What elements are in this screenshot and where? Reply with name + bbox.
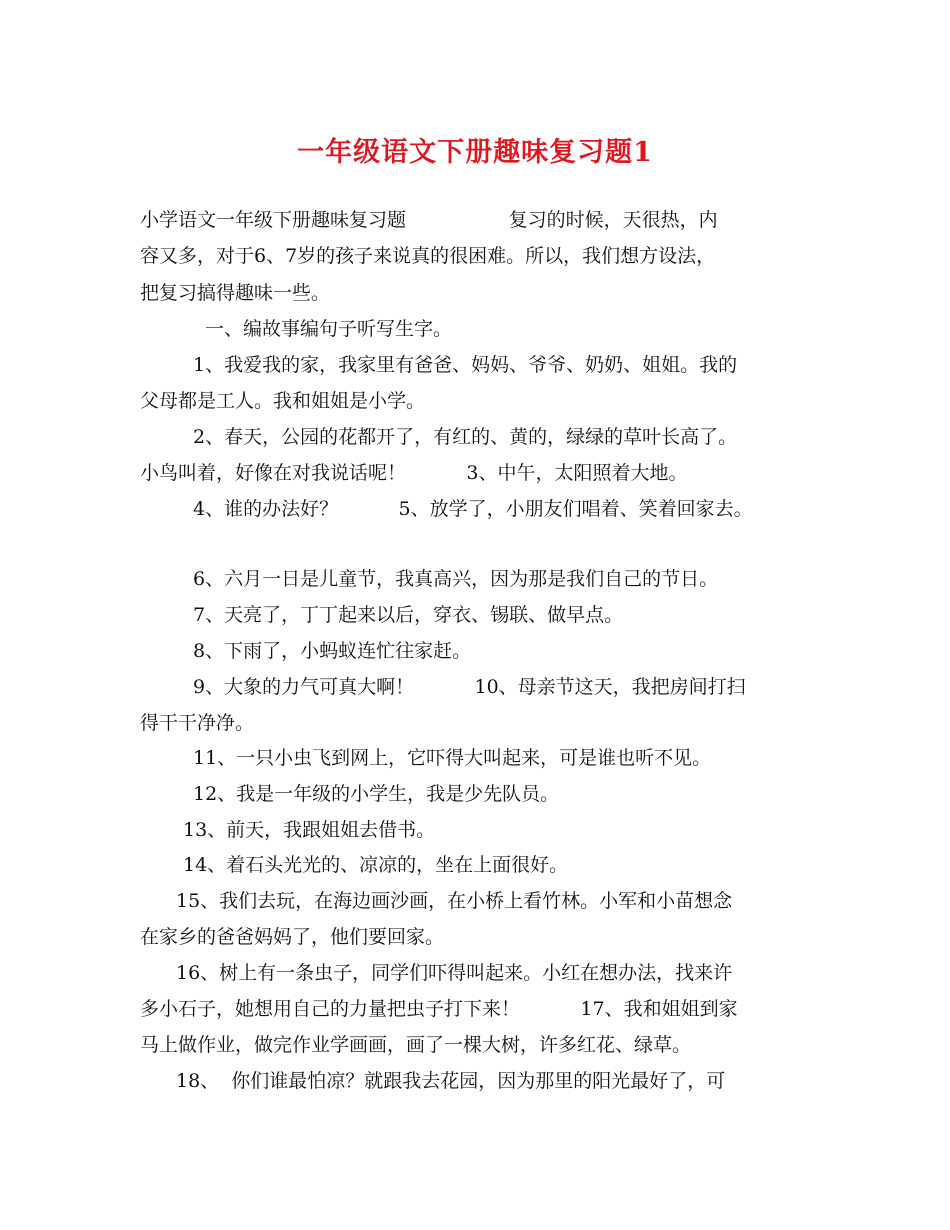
text-line: 得干干净净。: [140, 712, 255, 734]
text-line: 13、前天，我跟姐姐去借书。: [183, 819, 436, 841]
text-line: 7、天亮了，丁丁起来以后，穿衣、锡联、做早点。: [193, 604, 624, 626]
text-line: 11、一只小虫飞到网上，它吓得大叫起来，可是谁也听不见。: [193, 747, 712, 769]
text-line: 容又多，对于6、7岁的孩子来说真的很困难。所以，我们想方设法，: [140, 245, 716, 267]
text-line: 6、六月一日是儿童节，我真高兴，因为那是我们自己的节日。: [193, 568, 719, 590]
page-title: 一年级语文下册趣味复习题1: [297, 137, 653, 168]
text-line: 把复习搞得趣味一些。: [140, 282, 331, 304]
text-line: 4、谁的办法好？ 5、放学了，小朋友们唱着、笑着回家去。: [193, 498, 753, 520]
text-line: 小学语文一年级下册趣味复习题 复习的时候，天很热，内: [140, 209, 718, 231]
section-heading: 一、编故事编句子听写生字。: [205, 318, 453, 340]
text-line: 12、我是一年级的小学生，我是少先队员。: [193, 783, 560, 805]
text-line: 多小石子，她想用自己的力量把虫子打下来！ 17、我和姐姐到家: [140, 998, 738, 1020]
text-line: 小鸟叫着，好像在对我说话呢！ 3、中午，太阳照着大地。: [140, 462, 688, 484]
text-line: 14、着石头光光的、凉凉的，坐在上面很好。: [183, 854, 569, 876]
text-line: 在家乡的爸爸妈妈了，他们要回家。: [140, 926, 445, 948]
text-line: 马上做作业，做完作业学画画，画了一棵大树，许多红花、绿草。: [140, 1034, 692, 1056]
text-line: 2、春天，公园的花都开了，有红的、黄的，绿绿的草叶长高了。: [193, 426, 738, 448]
text-line: 9、大象的力气可真大啊！ 10、母亲节这天，我把房间打扫: [193, 676, 746, 698]
text-line: 父母都是工人。我和姐姐是小学。: [140, 390, 426, 412]
text-line: 1、我爱我的家，我家里有爸爸、妈妈、爷爷、奶奶、姐姐。我的: [193, 354, 738, 376]
text-line: 16、树上有一条虫子，同学们吓得叫起来。小红在想办法，找来许: [176, 962, 733, 984]
text-line: 18、 你们谁最怕凉？就跟我去花园，因为那里的阳光最好了，可: [176, 1070, 726, 1092]
text-line: 15、我们去玩，在海边画沙画，在小桥上看竹林。小军和小苗想念: [176, 890, 733, 912]
text-line: 8、下雨了，小蚂蚁连忙往家赶。: [193, 640, 472, 662]
